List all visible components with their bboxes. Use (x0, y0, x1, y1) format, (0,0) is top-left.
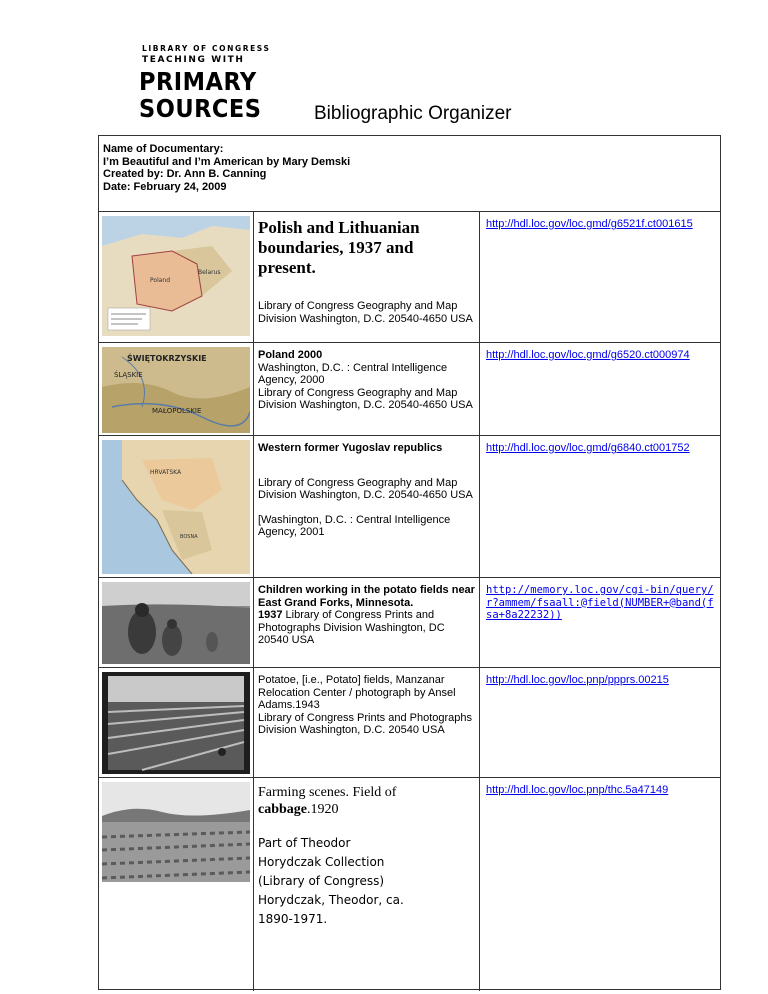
library-of-congress-logo (139, 44, 271, 124)
item-source: Library of Congress Prints and Photographs Division Washington, DC 20540 USA (258, 609, 445, 646)
item-source: Library of Congress Prints and Photographs Division Washington, D.C. 20540 USA (258, 711, 473, 736)
documentary-title: I’m Beautiful and I’m American by Mary Demski (103, 155, 351, 168)
item-title: Poland 2000 (258, 349, 323, 361)
table-row (99, 436, 720, 578)
svg-text:Belarus: Belarus (198, 269, 221, 276)
photo-thumbnail (99, 578, 254, 667)
svg-text:ŚWIĘTOKRZYSKIE: ŚWIĘTOKRZYSKIE (127, 354, 207, 363)
item-source: Part of Theodor Horydczak Collection (Library of Congress) Horydczak, Theodor, ca. 1890-1971. (258, 836, 404, 926)
table-row (99, 668, 720, 778)
photo-thumbnail (99, 778, 254, 991)
map-thumbnail (99, 212, 254, 342)
item-url[interactable]: http://memory.loc.gov/cgi-bin/query/r?ammem/fsaall:@field(NUMBER+@band(fsa+8a22232)) (486, 584, 714, 621)
item-link-cell (480, 778, 720, 803)
svg-text:BOSNA: BOSNA (180, 534, 198, 540)
table-row (99, 343, 720, 436)
organizer-table (98, 135, 721, 990)
logo-line-3: PRIMARY (139, 67, 257, 96)
manzanar-potato-field-photo (102, 672, 250, 774)
item-source: Library of Congress Geography and Map Division Washington, D.C. 20540-4650 USA (258, 300, 473, 325)
svg-text:MAŁOPOLSKIE: MAŁOPOLSKIE (152, 407, 202, 415)
item-description (254, 436, 480, 577)
item-title-pre: Farming scenes. Field of (258, 785, 397, 800)
item-year: 1937 (258, 609, 283, 621)
yugoslav-map-image (102, 440, 250, 574)
item-source: Library of Congress Geography and Map Division Washington, D.C. 20540-4650 USA (258, 476, 473, 501)
item-description (254, 343, 480, 435)
svg-text:ŚLĄSKIE: ŚLĄSKIE (114, 371, 143, 379)
item-url[interactable]: http://hdl.loc.gov/loc.gmd/g6840.ct001752 (486, 442, 690, 454)
item-description (254, 212, 480, 342)
item-source: Library of Congress Geography and Map Division Washington, D.C. 20540-4650 USA (258, 386, 473, 411)
item-description (254, 578, 480, 667)
logo-line-4: SOURCES (139, 94, 262, 123)
item-description (254, 778, 480, 991)
item-title (258, 784, 475, 818)
logo-line-2: TEACHING WITH (142, 55, 245, 65)
poland-map-image (102, 216, 250, 336)
item-title: Potatoe, [i.e., Potato] fields, Manzanar Relocation Center / photograph by Ansel Adams.1943 (258, 674, 456, 711)
map-thumbnail (99, 436, 254, 577)
table-row (99, 578, 720, 668)
item-title: Western former Yugoslav republics (258, 442, 443, 454)
table-row (99, 778, 720, 991)
item-title-bold: cabbage (258, 802, 307, 817)
logo-line-1: LIBRARY OF CONGRESS (142, 44, 271, 53)
name-label: Name of Documentary: (103, 143, 224, 155)
cabbage-field-photo (102, 782, 250, 882)
item-publisher: [Washington, D.C. : Central Intelligence Agency, 2001 (258, 513, 451, 538)
item-publisher: Washington, D.C. : Central Intelligence Agency, 2000 (258, 361, 448, 386)
item-link-cell (480, 343, 720, 368)
item-url[interactable]: http://hdl.loc.gov/loc.gmd/g6521f.ct001615 (486, 218, 693, 230)
item-title-post: .1920 (307, 802, 339, 817)
svg-text:Poland: Poland (150, 277, 171, 284)
item-link-cell (480, 212, 720, 237)
item-description (254, 668, 480, 777)
documentary-info (99, 136, 720, 212)
date: Date: February 24, 2009 (103, 180, 227, 193)
map-thumbnail (99, 343, 254, 435)
potato-field-children-photo (102, 582, 250, 664)
created-by: Created by: Dr. Ann B. Canning (103, 168, 267, 180)
item-url[interactable]: http://hdl.loc.gov/loc.gmd/g6520.ct000974 (486, 349, 690, 361)
page-title: Bibliographic Organizer (314, 103, 512, 124)
item-title: Polish and Lithuanian boundaries, 1937 and present. (258, 218, 420, 277)
item-url[interactable]: http://hdl.loc.gov/loc.pnp/ppprs.00215 (486, 674, 669, 686)
table-row (99, 212, 720, 343)
item-link-cell (480, 436, 720, 461)
item-link-cell (480, 578, 720, 628)
photo-thumbnail (99, 668, 254, 777)
item-title: Children working in the potato fields near East Grand Forks, Minnesota. (258, 584, 475, 609)
item-link-cell (480, 668, 720, 693)
item-url[interactable]: http://hdl.loc.gov/loc.pnp/thc.5a47149 (486, 784, 669, 796)
svg-text:HRVATSKA: HRVATSKA (150, 469, 182, 476)
poland-2000-map-image (102, 347, 250, 433)
